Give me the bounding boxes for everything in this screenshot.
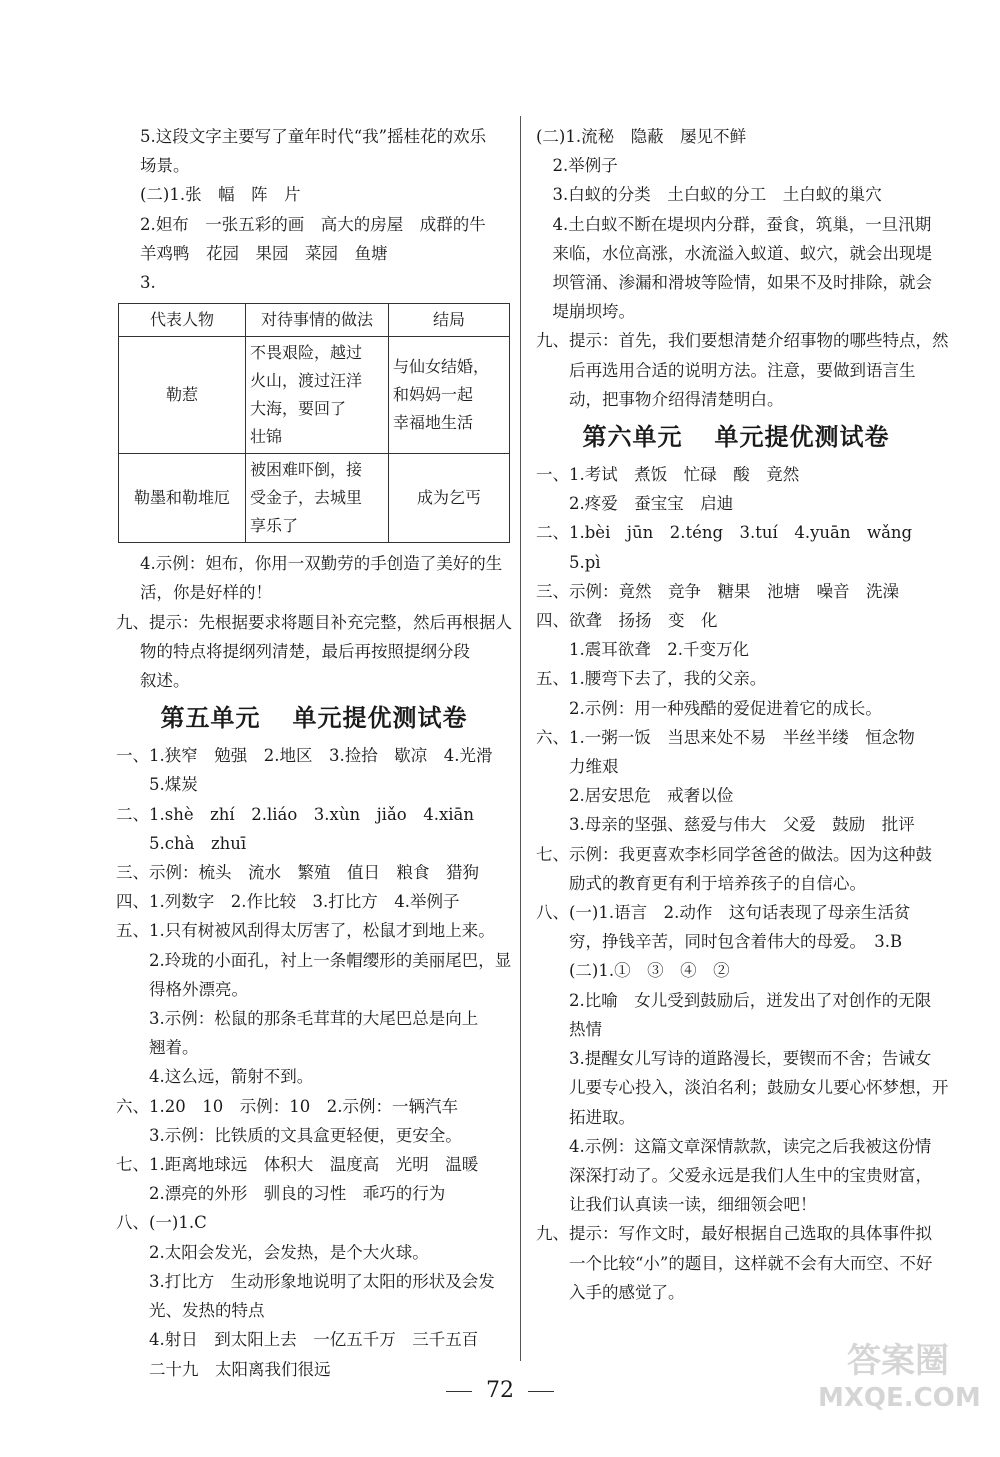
- answer-line: (二)1.① ③ ④ ②: [536, 961, 730, 981]
- answer-line: 二、1.bèi jūn 2.téng 3.tuí 4.yuān wǎng: [536, 523, 913, 543]
- answer-line: 5.chà zhuī: [116, 833, 247, 853]
- cell-line: 大海，要回了: [250, 399, 347, 419]
- answer-line: 3.: [140, 273, 156, 293]
- answer-line: 一个比较“小”的题目，这样就不会有大而空、不好: [536, 1253, 933, 1273]
- table-header: 结局: [389, 304, 510, 337]
- answer-line: 光、发热的特点: [116, 1301, 265, 1321]
- answer-line: 六、1.20 10 示例：10 2.示例：一辆汽车: [116, 1096, 458, 1116]
- answer-line: 2.举例子: [536, 156, 618, 176]
- cell-line: 被困难吓倒，接: [250, 460, 363, 480]
- cell-line: 不畏艰险，越过: [250, 343, 363, 363]
- answer-line: 2.妲布 一张五彩的画 高大的房屋 成群的牛: [140, 214, 486, 234]
- answer-line: 3.提醒女儿写诗的道路漫长，要锲而不舍；告诫女: [536, 1049, 932, 1069]
- answer-line: (二)1.流秘 隐蔽 屡见不鲜: [536, 127, 747, 146]
- cell-line: 和妈妈一起: [393, 385, 474, 405]
- answer-line: 2.漂亮的外形 驯良的习性 乖巧的行为: [116, 1184, 446, 1204]
- answer-line: 七、示例：我更喜欢李杉同学爸爸的做法。因为这种鼓: [536, 844, 932, 864]
- cell-line: 壮锦: [250, 427, 283, 447]
- answer-line: 动，把事物介绍得清楚明白。: [536, 389, 784, 409]
- answer-line: 四、1.列数字 2.作比较 3.打比方 4.举例子: [116, 892, 460, 912]
- answer-line: 热情: [536, 1019, 602, 1039]
- answer-line: 3.示例：松鼠的那条毛茸茸的大尾巴总是向上: [116, 1009, 479, 1029]
- answer-line: 活，你是好样的！: [140, 583, 272, 603]
- answer-line: 4.射日 到太阳上去 一亿五千万 三千五百: [116, 1330, 479, 1350]
- answer-line: 四、欲聋 扬扬 变 化: [536, 611, 718, 631]
- unit6-title: 第六单元: [582, 423, 683, 452]
- answer-line: 3.示例：比铁质的文具盒更轻便，更安全。: [116, 1125, 462, 1145]
- answer-line: 九、提示：首先，我们要想清楚介绍事物的哪些特点，然: [536, 331, 949, 351]
- table-header: 代表人物: [119, 304, 246, 337]
- answer-line: 三、示例：竟然 竞争 糖果 池塘 噪音 洗澡: [536, 581, 899, 601]
- answer-line: 励式的教育更有利于培养孩子的自信心。: [536, 873, 866, 893]
- table-cell-person: 勒墨和勒堆厄: [119, 454, 246, 543]
- table-cell-person: 勒惹: [119, 337, 246, 454]
- answer-line: 让我们认真读一读，细细领会吧！: [536, 1195, 817, 1215]
- watermark-line1: 答案圈: [847, 1341, 949, 1381]
- table-cell-result: [389, 337, 510, 454]
- answer-line: 六、1.一粥一饭 当思来处不易 半丝半缕 恒念物: [536, 727, 915, 747]
- answer-line: 2.居安思危 戒奢以俭: [536, 786, 734, 806]
- answer-line: 五、1.腰弯下去了，我的父亲。: [536, 669, 767, 689]
- answer-line: 二、1.shè zhí 2.liáo 3.xùn jiǎo 4.xiān: [116, 804, 475, 824]
- answer-line: 后再选用合适的说明方法。注意，要做到语言生: [536, 360, 916, 380]
- answer-line: 拓进取。: [536, 1107, 635, 1127]
- table-cell-method: [246, 454, 389, 543]
- answer-line: 2.太阳会发光，会发热，是个大火球。: [116, 1242, 429, 1262]
- table-cell-result: 成为乞丐: [389, 454, 510, 543]
- unit5-answers: [116, 741, 512, 1383]
- answer-line: 3.母亲的坚强、慈爱与伟大 父爱 鼓励 批评: [536, 815, 915, 835]
- character-table: [118, 303, 510, 543]
- unit6-subtitle: 单元提优测试卷: [714, 423, 890, 452]
- answer-line: 4.这么远，箭射不到。: [116, 1067, 314, 1087]
- answer-line: 4.土白蚁不断在堤坝内分群，蚕食，筑巢，一旦汛期: [536, 214, 932, 234]
- answer-line: 七、1.距离地球远 体积大 温度高 光明 温暖: [116, 1155, 479, 1175]
- answer-line: 一、1.考试 煮饭 忙碌 酸 竟然: [536, 465, 800, 485]
- answer-line: 场景。: [140, 156, 190, 176]
- cell-line: 幸福地生活: [393, 413, 474, 433]
- answer-line: 羊鸡鸭 花园 果园 菜园 鱼塘: [140, 243, 388, 263]
- answer-line: 2.玲珑的小面孔，衬上一条帽缨形的美丽尾巴，显: [116, 950, 512, 970]
- answer-line: 5.煤炭: [116, 775, 198, 795]
- answer-line: 3.打比方 生动形象地说明了太阳的形状及会发: [116, 1271, 495, 1291]
- answer-line: 2.疼爱 蚕宝宝 启迪: [536, 494, 734, 514]
- answer-line: 2.示例：用一种残酷的爱促进着它的成长。: [536, 698, 882, 718]
- answer-line: 堤崩坝垮。: [536, 302, 635, 322]
- left-column: [116, 122, 512, 1384]
- answer-line: (二)1.张 幅 阵 片: [140, 185, 301, 205]
- watermark-logo: [818, 1341, 981, 1421]
- answer-line: 坝管涌、渗漏和滑坡等险情，如果不及时排除，就会: [536, 273, 932, 293]
- answer-line: 三、示例：梳头 流水 繁殖 值日 粮食 猎狗: [116, 863, 479, 883]
- unit6-answers: [536, 460, 949, 1307]
- unit6-heading: [536, 414, 936, 460]
- answer-line: 穷，挣钱辛苦，同时包含着伟大的母爱。 3.B: [536, 932, 903, 952]
- table-row: [119, 454, 510, 543]
- answer-line: 3.白蚁的分类 土白蚁的分工 土白蚁的巢穴: [536, 185, 882, 205]
- watermark-line2: MXQE.COM: [818, 1383, 981, 1413]
- answer-line: 八、(一)1.语言 2.动作 这句话表现了母亲生活贫: [536, 903, 911, 923]
- answer-line: 八、(一)1.C: [116, 1213, 207, 1233]
- answer-line: 入手的感觉了。: [536, 1282, 685, 1302]
- answer-line: 5.pì: [536, 552, 601, 572]
- answer-line: 4.示例：这篇文章深情款款，读完之后我被这份情: [536, 1136, 932, 1156]
- answer-line: 4.示例：妲布，你用一双勤劳的手创造了美好的生: [140, 554, 503, 574]
- answer-line: 物的特点将提纲列清楚，最后再按照提纲分段: [140, 641, 470, 661]
- cell-line: 受金子，去城里: [250, 488, 363, 508]
- page-number-text: 72: [486, 1378, 514, 1403]
- table-row: [119, 337, 510, 454]
- unit5-title: 第五单元: [160, 704, 261, 733]
- cell-line: 火山，渡过汪洋: [250, 371, 363, 391]
- answer-line: 二十九 太阳离我们很远: [116, 1359, 331, 1379]
- answer-line: 2.比喻 女儿受到鼓励后，迸发出了对创作的无限: [536, 990, 932, 1010]
- answer-line: 深深打动了。父爱永远是我们人生中的宝贵财富，: [536, 1165, 932, 1185]
- cell-line: 与仙女结婚，: [393, 357, 490, 377]
- unit4-answers-cont: [536, 122, 949, 414]
- right-column: [536, 122, 949, 1307]
- answer-line: 5.这段文字主要写了童年时代“我”摇桂花的欢乐: [140, 127, 487, 146]
- table-header-row: [119, 304, 510, 337]
- answer-line: 得格外漂亮。: [116, 979, 248, 999]
- unit5-heading: [116, 695, 512, 741]
- answer-line: 儿要专心投入，淡泊名利；鼓励女儿要心怀梦想，开: [536, 1078, 949, 1098]
- answer-line: 1.震耳欲聋 2.千变万化: [536, 640, 749, 660]
- answer-line: 翘着。: [116, 1038, 199, 1058]
- table-header: 对待事情的做法: [246, 304, 389, 337]
- unit5-subtitle: 单元提优测试卷: [292, 704, 468, 733]
- answer-line: 九、提示：写作文时，最好根据自己选取的具体事件拟: [536, 1224, 932, 1244]
- answer-line: 叙述。: [140, 671, 190, 691]
- answer-line: 九、提示：先根据要求将题目补充完整，然后再根据人: [116, 612, 512, 632]
- answer-line: 一、1.狭窄 勉强 2.地区 3.捡拾 歇凉 4.光滑: [116, 746, 493, 766]
- answer-line: 五、1.只有树被风刮得太厉害了，松鼠才到地上来。: [116, 921, 495, 941]
- column-divider: [520, 116, 521, 1361]
- answer-line: 来临，水位高涨，水流溢入蚁道、蚁穴，就会出现堤: [536, 243, 932, 263]
- answer-line: 力维艰: [536, 757, 619, 777]
- cell-line: 享乐了: [250, 516, 299, 536]
- table-cell-method: [246, 337, 389, 454]
